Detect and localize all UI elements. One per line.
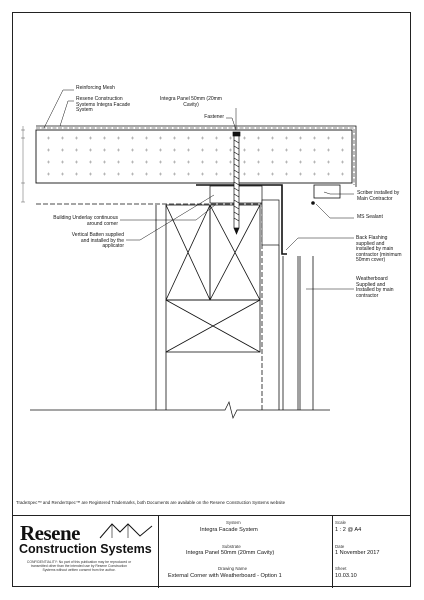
substrate-label: Substrate bbox=[222, 544, 241, 549]
logo-wordmark: Resene bbox=[20, 521, 80, 545]
date-label: Date bbox=[335, 544, 345, 549]
callout-reinforcing-mesh: Reinforcing Mesh bbox=[76, 85, 115, 91]
callout-back-flashing: Back Flashing supplied and installed by main contractor (minimum 50mm cover) bbox=[356, 235, 402, 264]
logo-roof-icon bbox=[98, 520, 154, 540]
callout-weatherboard: Weatherboard Supplied and Installed by main contractor bbox=[356, 276, 394, 299]
system-value: Integra Facade System bbox=[200, 527, 258, 533]
confidentiality-note: CONFIDENTIALITY: No part of this publication may be reproduced or transmitted other than the intended use by Resene Construction Systems without written consent from the author. bbox=[26, 560, 132, 572]
title-block-divider bbox=[158, 516, 159, 588]
callout-integra-panel: Integra Panel 50mm (20mm Cavity) bbox=[160, 96, 222, 108]
callout-ms-sealant: MS Sealant bbox=[357, 214, 383, 220]
sheet-label: Sheet bbox=[335, 566, 347, 571]
integra-panel bbox=[36, 126, 356, 187]
callout-fastener: Fastener bbox=[204, 114, 224, 120]
dimension-marks bbox=[21, 126, 25, 202]
title-block-divider bbox=[332, 516, 333, 588]
callout-resene-system: Resene Construction Systems Integra Facade System bbox=[76, 96, 131, 114]
scale-value: 1 : 2 @ A4 bbox=[335, 527, 362, 533]
scriber bbox=[314, 185, 340, 198]
drawing-name-value: External Corner with Weatherboard - Option 1 bbox=[168, 573, 282, 579]
fastener bbox=[233, 132, 240, 234]
callout-building-underlay: Building Underlay continuous around corner bbox=[53, 215, 118, 227]
date-value: 1 November 2017 bbox=[335, 550, 380, 556]
sheet-value: 10.03.10 bbox=[335, 573, 357, 579]
substrate-value: Integra Panel 50mm (20mm Cavity) bbox=[186, 550, 275, 556]
drawing-name-label: Drawing Name bbox=[218, 566, 248, 571]
callout-scriber: Scriber installed by Main Contractor bbox=[357, 190, 400, 202]
break-line bbox=[30, 402, 330, 418]
callout-vertical-batten: Vertical Batten supplied and installed by the applicator bbox=[71, 232, 124, 250]
trademark-note: TradeSpec™ and RenderSpec™ are Registered Trademarks, both Documents are available on the Resene Construction Systems website bbox=[16, 500, 286, 505]
weatherboard bbox=[279, 245, 313, 410]
logo-subtitle: Construction Systems bbox=[19, 542, 152, 556]
vertical-battens bbox=[210, 186, 279, 245]
scale-label: Scale bbox=[335, 520, 346, 525]
timber-framing bbox=[156, 205, 260, 410]
system-label: System bbox=[226, 520, 241, 525]
ms-sealant bbox=[311, 201, 315, 205]
